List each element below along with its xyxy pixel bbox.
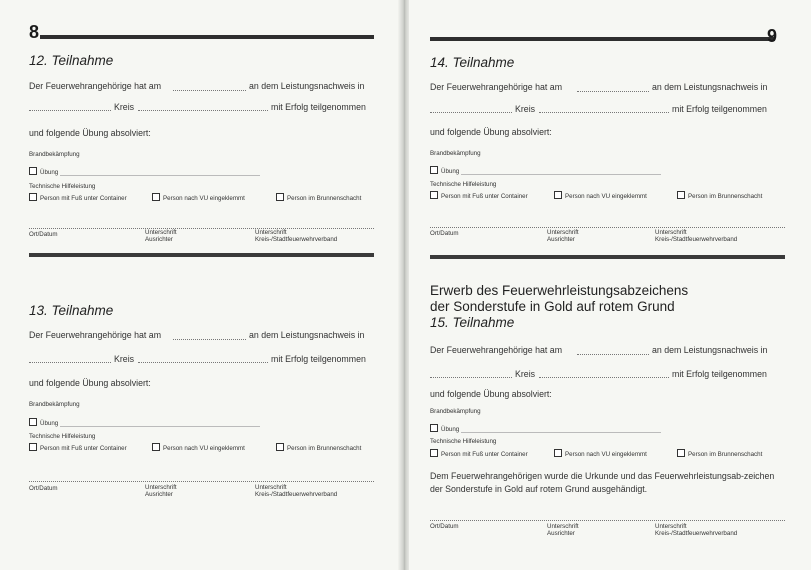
date-field[interactable] — [173, 339, 246, 340]
sig-ausrichter-1: Unterschrift — [145, 484, 177, 491]
checkbox-icon — [554, 449, 562, 457]
checkbox-icon — [29, 443, 37, 451]
sig-verband-2: Kreis-/Stadtfeuerwehrverband — [655, 530, 738, 537]
kreis-field[interactable] — [539, 112, 669, 113]
brand-heading: Brandbekämpfung — [29, 151, 80, 158]
award-note: Dem Feuerwehrangehörigen wurde die Urkunde und das Feuerwehrleistungsab-zeichen der Sonderstufe in Gold auf rotem Grund ausgehändigt. — [430, 471, 775, 494]
page-left — [0, 0, 400, 570]
page-number: 9 — [767, 26, 778, 46]
uebung-line — [461, 432, 661, 433]
line1-label: Der Feuerwehrangehörige hat am — [430, 345, 563, 355]
option-container[interactable]: Person mit Fuß unter Container — [430, 449, 528, 458]
brand-heading: Brandbekämpfung — [430, 150, 481, 157]
sig-verband-2: Kreis-/Stadtfeuerwehrverband — [255, 236, 338, 243]
sig-verband-1: Unterschrift — [655, 229, 687, 236]
option-vu[interactable]: Person nach VU eingeklemmt — [554, 449, 647, 458]
page-right — [409, 0, 811, 570]
section-title: 13. Teilnahme — [29, 303, 114, 318]
checkbox-icon — [29, 193, 37, 201]
sig-ort-datum: Ort/Datum — [430, 230, 459, 237]
brand-heading: Brandbekämpfung — [29, 401, 80, 408]
place-field[interactable] — [430, 112, 512, 113]
th-heading: Technische Hilfeleistung — [29, 183, 96, 190]
checkbox-icon — [29, 418, 37, 426]
section-title: 12. Teilnahme — [29, 53, 114, 68]
uebung-line — [60, 175, 260, 176]
kreis-label: Kreis — [515, 369, 536, 379]
checkbox-icon — [276, 443, 284, 451]
line1-label-2: an dem Leistungsnachweis in — [652, 345, 768, 355]
page-number: 8 — [29, 22, 40, 42]
kreis-label: Kreis — [114, 354, 135, 364]
checkbox-icon — [29, 167, 37, 175]
sig-verband-1: Unterschrift — [255, 229, 287, 236]
th-heading: Technische Hilfeleistung — [430, 181, 497, 188]
kreis-field[interactable] — [138, 362, 268, 363]
section-separator — [430, 255, 785, 259]
line2-label: mit Erfolg teilgenommen — [672, 104, 767, 114]
sig-ort-datum: Ort/Datum — [29, 485, 58, 492]
uebung-line — [60, 426, 260, 427]
section-separator — [29, 253, 374, 257]
checkbox-icon — [152, 443, 160, 451]
option-container[interactable]: Person mit Fuß unter Container — [430, 191, 528, 200]
line1-label: Der Feuerwehrangehörige hat am — [29, 330, 162, 340]
sig-ausrichter-2: Ausrichter — [145, 236, 173, 243]
th-heading: Technische Hilfeleistung — [29, 433, 96, 440]
date-field[interactable] — [173, 90, 246, 91]
line3-label: und folgende Übung absolviert: — [430, 127, 552, 137]
kreis-field[interactable] — [138, 110, 268, 111]
uebung-checkbox[interactable]: Übung — [29, 418, 58, 427]
sig-verband-2: Kreis-/Stadtfeuerwehrverband — [655, 236, 738, 243]
checkbox-icon — [677, 449, 685, 457]
sig-verband-1: Unterschrift — [255, 484, 287, 491]
signature-line[interactable] — [430, 520, 785, 521]
uebung-checkbox[interactable]: Übung — [29, 167, 58, 176]
sig-ausrichter-1: Unterschrift — [547, 229, 579, 236]
option-container[interactable]: Person mit Fuß unter Container — [29, 443, 127, 452]
line2-label: mit Erfolg teilgenommen — [271, 354, 366, 364]
checkbox-icon — [430, 191, 438, 199]
checkbox-icon — [554, 191, 562, 199]
signature-line[interactable] — [430, 227, 785, 228]
option-vu[interactable]: Person nach VU eingeklemmt — [152, 443, 245, 452]
sig-verband-2: Kreis-/Stadtfeuerwehrverband — [255, 491, 338, 498]
sig-ausrichter-2: Ausrichter — [547, 530, 575, 537]
signature-line[interactable] — [29, 481, 374, 482]
place-field[interactable] — [29, 362, 111, 363]
sig-ort-datum: Ort/Datum — [430, 523, 459, 530]
kreis-label: Kreis — [515, 104, 536, 114]
line2-label: mit Erfolg teilgenommen — [271, 102, 366, 112]
line1-label-2: an dem Leistungsnachweis in — [652, 82, 768, 92]
sig-ausrichter-2: Ausrichter — [547, 236, 575, 243]
checkbox-icon — [430, 166, 438, 174]
checkbox-icon — [276, 193, 284, 201]
heading-line-1: Erwerb des Feuerwehrleistungsabzeichens — [430, 283, 689, 298]
sig-ausrichter-1: Unterschrift — [145, 229, 177, 236]
place-field[interactable] — [29, 110, 111, 111]
date-field[interactable] — [577, 354, 649, 355]
checkbox-icon — [430, 424, 438, 432]
line1-label: Der Feuerwehrangehörige hat am — [29, 81, 162, 91]
line3-label: und folgende Übung absolviert: — [430, 389, 552, 399]
sig-ausrichter-1: Unterschrift — [547, 523, 579, 530]
kreis-label: Kreis — [114, 102, 135, 112]
line1-label-2: an dem Leistungsnachweis in — [249, 330, 365, 340]
uebung-line — [461, 174, 661, 175]
date-field[interactable] — [577, 91, 649, 92]
option-brunnen[interactable]: Person im Brunnenschacht — [276, 443, 361, 452]
sig-verband-1: Unterschrift — [655, 523, 687, 530]
checkbox-icon — [152, 193, 160, 201]
header-rule — [430, 37, 775, 41]
line2-label: mit Erfolg teilgenommen — [672, 369, 767, 379]
brand-heading: Brandbekämpfung — [430, 408, 481, 415]
option-brunnen[interactable]: Person im Brunnenschacht — [677, 191, 762, 200]
section-title: 14. Teilnahme — [430, 55, 515, 70]
checkbox-icon — [677, 191, 685, 199]
uebung-checkbox[interactable]: Übung — [430, 424, 459, 433]
line3-label: und folgende Übung absolviert: — [29, 128, 151, 138]
line1-label: Der Feuerwehrangehörige hat am — [430, 82, 563, 92]
line3-label: und folgende Übung absolviert: — [29, 378, 151, 388]
heading-line-2: der Sonderstufe in Gold auf rotem Grund — [430, 299, 675, 314]
option-brunnen[interactable]: Person im Brunnenschacht — [276, 193, 361, 202]
sig-ort-datum: Ort/Datum — [29, 231, 58, 238]
header-rule — [40, 35, 374, 39]
uebung-checkbox[interactable]: Übung — [430, 166, 459, 175]
place-field[interactable] — [430, 377, 512, 378]
option-brunnen[interactable]: Person im Brunnenschacht — [677, 449, 762, 458]
option-vu[interactable]: Person nach VU eingeklemmt — [152, 193, 245, 202]
signature-line[interactable] — [29, 228, 374, 229]
checkbox-icon — [430, 449, 438, 457]
kreis-field[interactable] — [539, 377, 669, 378]
line1-label-2: an dem Leistungsnachweis in — [249, 81, 365, 91]
sig-ausrichter-2: Ausrichter — [145, 491, 173, 498]
th-heading: Technische Hilfeleistung — [430, 438, 497, 445]
option-container[interactable]: Person mit Fuß unter Container — [29, 193, 127, 202]
section-title: 15. Teilnahme — [430, 315, 515, 330]
option-vu[interactable]: Person nach VU eingeklemmt — [554, 191, 647, 200]
